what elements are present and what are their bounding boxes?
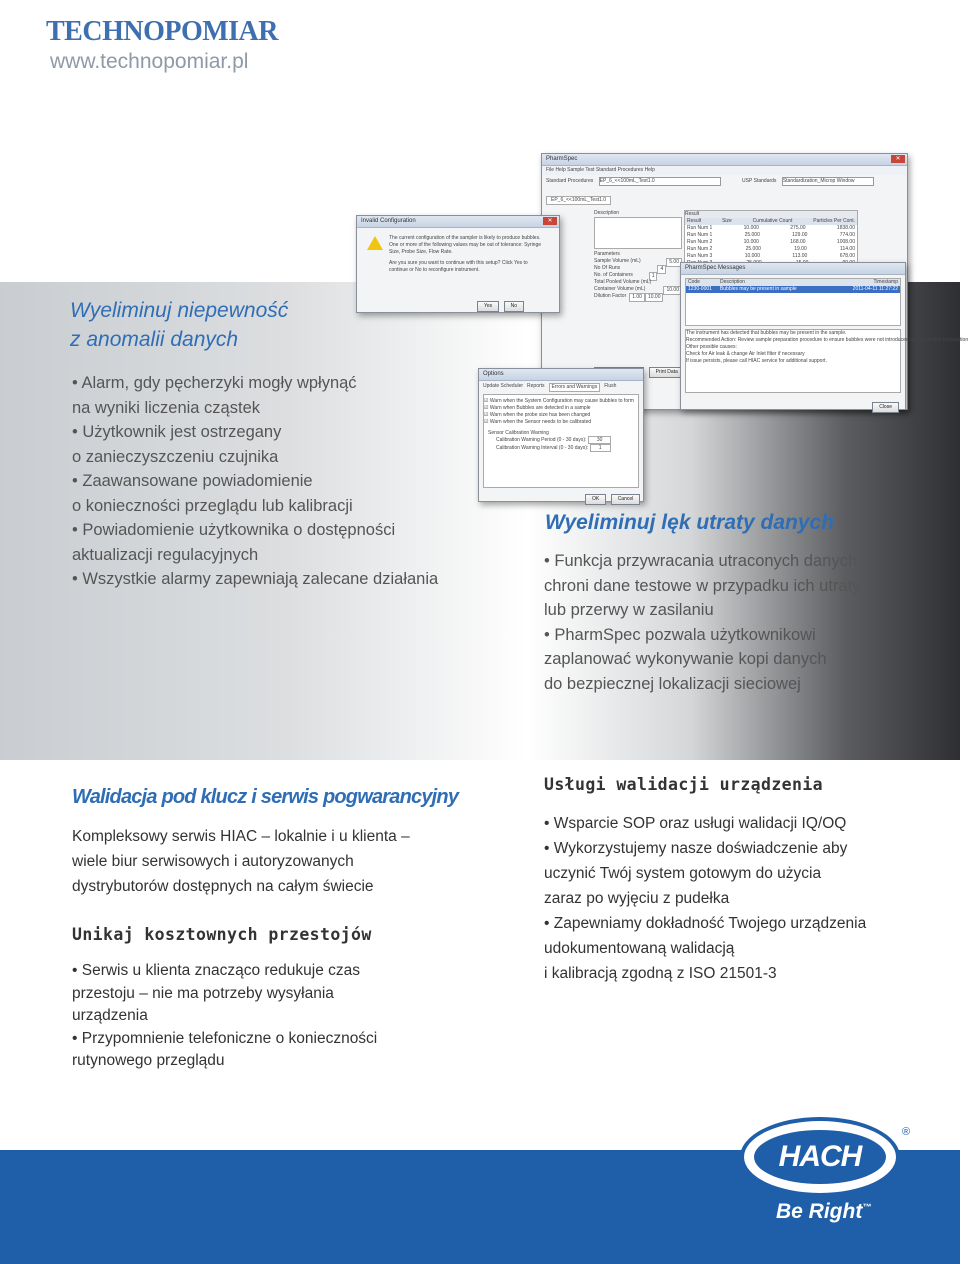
table-row[interactable]: Run Num 1 10.000 275.00 1838.00 <box>687 225 855 231</box>
message-detail <box>685 329 968 393</box>
list-item: do bezpiecznej lokalizacji sieciowej <box>544 674 801 693</box>
pharmspec-menu: File Help Sample Test Standard Procedures Help <box>542 166 907 175</box>
checkbox-row[interactable]: ☑ Warn when the probe size has been changed <box>484 412 591 418</box>
options-buttons <box>585 487 640 505</box>
messages-header: Code Description Timestamp <box>688 279 898 285</box>
tab-errors-warnings[interactable]: Errors and Warnings <box>549 383 601 392</box>
field-row: Calibration Warning Interval (0 - 30 days): 1 <box>496 445 638 452</box>
list-item: • Wsparcie SOP oraz usługi walidacji IQ/OQ <box>544 815 847 832</box>
description-panel <box>594 210 682 302</box>
list-item: i kalibracją zgodną z ISO 21501-3 <box>544 965 777 982</box>
param-row: Total Pooled Volume (mL) 10.00 <box>594 279 682 286</box>
description-box <box>594 217 682 249</box>
period-input[interactable]: 30 <box>588 436 612 444</box>
table-row[interactable]: Run Num 3 10.000 113.00 678.00 <box>687 253 855 259</box>
list-item: rutynowego przeglądu <box>72 1052 225 1069</box>
interval-input[interactable]: 1 <box>590 444 611 452</box>
close-icon[interactable]: ✕ <box>543 217 557 225</box>
table-row[interactable]: Run Num 1 25.000 129.00 774.00 <box>687 232 855 238</box>
table-row[interactable]: Run Num 2 10.000 168.00 1008.00 <box>687 239 855 245</box>
service-title: Walidacja pod klucz i serwis pogwarancyjny <box>72 786 459 808</box>
close-icon[interactable]: ✕ <box>891 155 905 163</box>
list-item: • Funkcja przywracania utraconych danych <box>544 552 858 570</box>
checkbox-row[interactable]: ☑ Warn when the Sensor needs to be calibrated <box>484 419 592 425</box>
downtime-list <box>72 960 377 1073</box>
list-item: • Zaawansowane powiadomienie <box>72 472 313 490</box>
messages-table <box>685 278 901 326</box>
print-button[interactable]: Print Data <box>649 367 685 378</box>
list-item: lub przerwy w zasilaniu <box>544 601 714 619</box>
dialog-buttons <box>477 294 524 312</box>
options-panel <box>483 394 639 488</box>
close-button[interactable]: Close <box>872 402 899 413</box>
param-row: Container Volume (mL) 10.00 <box>594 286 682 293</box>
results-table <box>684 210 858 268</box>
param-row: No Of Runs 4 <box>594 265 682 272</box>
detail-text: The instrument has detected that bubbles may be present in the sample. <box>686 330 847 336</box>
tab-update-scheduler[interactable]: Update Scheduler <box>483 383 524 389</box>
question-text: continue or No to reconfigure instrument. <box>389 267 480 273</box>
dialog-titlebar: Invalid Configuration <box>357 216 559 228</box>
description-label: Description <box>594 210 620 216</box>
list-item: o konieczności przeglądu lub kalibracji <box>72 496 353 515</box>
list-item: chroni dane testowe w przypadku ich utraty <box>544 576 861 595</box>
field-row: Calibration Warning Period (0 - 30 days): 30 <box>496 437 638 444</box>
question-text: Are you sure you want to continue with this setup? Click Yes to <box>389 260 528 266</box>
list-item: przestoju – nie ma potrzeby wysyłania <box>72 984 334 1002</box>
results-header: Result Size Cumulative Count Particles Per Cont. <box>685 218 857 225</box>
anomalies-title-line2: z anomalii danych <box>70 328 239 351</box>
detail-text: Other possible causes: <box>686 344 737 350</box>
anomalies-title <box>70 296 288 354</box>
data-loss-title: Wyeliminuj lęk utraty danych <box>545 511 835 534</box>
website-url[interactable]: www.technopomiar.pl <box>50 50 249 73</box>
param-row: Dilution Factor 1.00 <box>594 293 682 300</box>
cancel-button[interactable]: Cancel <box>611 494 641 505</box>
technopomiar-logo <box>46 6 296 76</box>
list-item: • PharmSpec pozwala użytkownikowi <box>544 625 816 644</box>
data-loss-list <box>544 549 860 696</box>
message-text: One or more of the following values may be out of tolerance: Syringe <box>389 242 542 248</box>
tab-reports[interactable]: Reports <box>527 383 545 389</box>
anomalies-list <box>72 371 438 592</box>
detail-text: If issue persists, please call HIAC service for additional support. <box>686 358 827 364</box>
tab-flush[interactable]: Flush <box>604 383 617 389</box>
param-row: No. of Containers 1 <box>594 272 682 279</box>
list-item: uczynić Twój system gotowym do użycia <box>544 865 822 882</box>
yes-button[interactable]: Yes <box>477 301 499 312</box>
list-item: zaplanować wykonywanie kopi danych <box>544 650 827 668</box>
usp-label: USP Standards <box>742 178 777 184</box>
list-item: udokumentowaną walidacją <box>544 940 735 957</box>
parameters-label: Parameters <box>594 251 620 257</box>
paragraph-line: dystrybutorów dostępnych na całym świecie <box>72 878 374 895</box>
options-titlebar: Options <box>479 369 643 381</box>
messages-footer <box>681 395 905 413</box>
hach-logo <box>740 1117 900 1197</box>
procedure-select[interactable]: EP_6_<<100mL_Test1.0 <box>599 177 721 186</box>
list-item: • Przypomnienie telefoniczne o konieczności <box>72 1029 378 1047</box>
message-text: Size, Probe Size, Flow Rate. <box>389 249 453 255</box>
list-item: zaraz po wyjęciu z pudełka <box>544 890 730 907</box>
procedure-row <box>542 175 907 188</box>
options-tabs <box>479 381 643 394</box>
logo-wordmark: TECHNOPOMIAR <box>46 16 278 47</box>
list-item: • Wykorzystujemy nasze doświadczenie aby <box>544 840 848 857</box>
tagline-text: Be Right <box>776 1200 863 1223</box>
list-item: • Zapewniamy dokładność Twojego urządzenia <box>544 915 867 932</box>
dialog-message <box>389 235 541 274</box>
usp-select[interactable]: Standardization_Microp Window <box>782 177 874 186</box>
invalid-config-dialog <box>356 215 560 313</box>
paragraph-line: wiele biur serwisowych i autoryzowanych <box>72 853 354 870</box>
no-button[interactable]: No <box>504 301 524 312</box>
detail-text: Recommended Action: Review sample preparation procedure to ensure bubbles were not introduced during sample preparation <box>686 337 968 343</box>
messages-window <box>680 262 968 410</box>
list-item: aktualizacji regulacyjnych <box>72 545 259 564</box>
list-item: o zanieczyszczeniu czujnika <box>72 447 279 466</box>
list-item: • Użytkownik jest ostrzegany <box>72 423 282 441</box>
anomalies-title-line1: Wyeliminuj niepewność <box>70 299 289 322</box>
message-text: The current configuration of the sampler is likely to produce bubbles. <box>389 235 541 241</box>
standard-procedures-label: Standard Procedures <box>546 178 594 184</box>
ok-button[interactable]: OK <box>585 494 606 505</box>
list-item: • Serwis u klienta znacząco redukuje czas <box>72 962 361 979</box>
list-item: na wyniki liczenia cząstek <box>72 398 260 417</box>
param-row: Sample Volume (mL) 5.00 <box>594 258 682 265</box>
calibration-group-label: Sensor Calibration Warning <box>488 430 549 436</box>
warning-icon <box>367 236 383 250</box>
table-row[interactable]: Run Num 2 25.000 19.00 114.00 <box>687 246 855 252</box>
tab-procedure[interactable]: EP_6_<<100mL_Test1.0 <box>546 196 611 205</box>
list-item: • Alarm, gdy pęcherzyki mogły wpłynąć <box>72 374 357 392</box>
downtime-subtitle: Unikaj kosztownych przestojów <box>72 925 372 944</box>
trademark-mark: ™ <box>862 1202 872 1212</box>
checkbox-row[interactable]: ☑ Warn when Bubbles are detected in a sample <box>484 405 591 411</box>
list-item: • Powiadomienie użytkownika o dostępności <box>72 521 396 539</box>
service-paragraph <box>72 824 410 899</box>
table-row[interactable]: 1230-0001 Bubbles may be present in sample 2011-04-11 11:27:22 <box>688 286 898 292</box>
paragraph-line: Kompleksowy serwis HIAC – lokalnie i u klienta – <box>72 828 410 845</box>
list-item: • Wszystkie alarmy zapewniają zalecane działania <box>72 570 439 588</box>
checkbox-row[interactable]: ☑ Warn when the System Configuration may cause bubbles to form <box>484 398 634 404</box>
messages-titlebar: PharmSpec Messages <box>681 263 905 275</box>
tagline <box>776 1200 871 1224</box>
validation-title: Usługi walidacji urządzenia <box>544 775 824 794</box>
pharmspec-titlebar: PharmSpec <box>542 154 907 166</box>
detail-text: Check for Air leak & change Air Inlet filter if necessary <box>686 351 805 357</box>
options-dialog <box>478 368 644 502</box>
validation-list <box>544 811 866 986</box>
results-label: Result <box>685 211 857 218</box>
hach-wordmark: HACH <box>754 1130 886 1184</box>
registered-mark: ® <box>902 1126 911 1138</box>
list-item: urządzenia <box>72 1007 148 1024</box>
